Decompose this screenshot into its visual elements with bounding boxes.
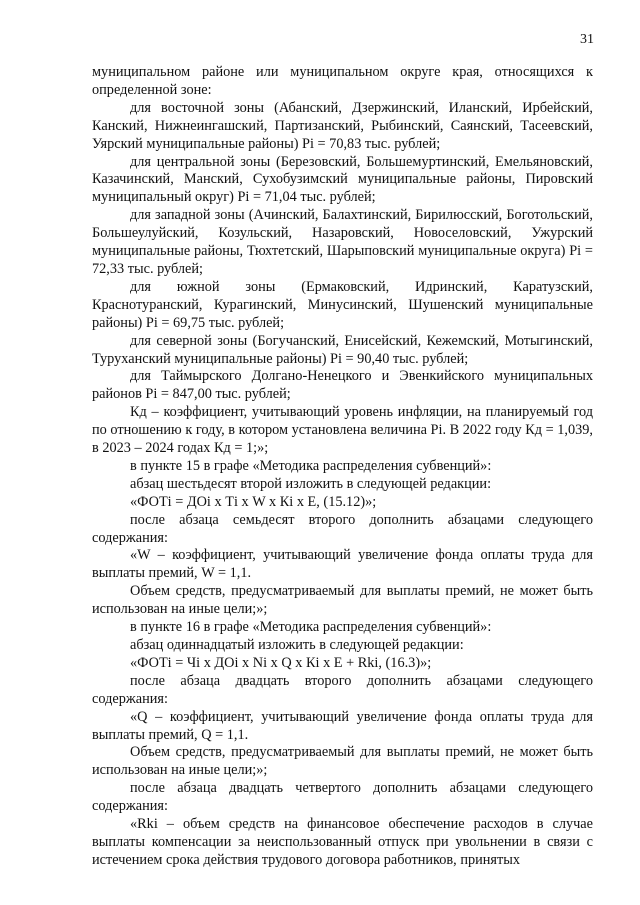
- paragraph: «Rki – объем средств на финансовое обеспечение расходов в случае выплаты компенсации за неиспользованный отпуск при увольнении в связи с истечением срока действия трудового договора работников, принятых: [92, 816, 593, 868]
- paragraph: Кд – коэффициент, учитывающий уровень инфляции, на планируемый год по отношению к году, в котором установлена величина Pi. В 2022 году Кд = 1,039, в 2023 – 2024 годах Кд = 1;»;: [92, 404, 593, 457]
- paragraph: муниципальном районе или муниципальном округе края, относящихся к определенной зоне:: [92, 64, 593, 98]
- document-body: [92, 64, 593, 870]
- paragraph: для восточной зоны (Абанский, Дзержинский, Иланский, Ирбейский, Канский, Нижнеингашский, Партизанский, Рыбинский, Саянский, Тасеевский, Уярский муниципальные районы) Pi = 70,83 тыс. рублей;: [92, 99, 593, 152]
- paragraph: для западной зоны (Ачинский, Балахтинский, Бирилюсский, Боготольский, Большеулуйский, Козульский, Назаровский, Новоселовский, Ужурский муниципальные районы, Тюхтетский, Шарыповский муниципальные округа) Pi = 72,33 тыс. рублей;: [92, 207, 593, 277]
- paragraph: «ФОТi = Чi х ДОi х Ni х Q х Кi х Е + Rki, (16.3)»;: [130, 654, 432, 671]
- paragraph: для Таймырского Долгано-Ненецкого и Эвенкийского муниципальных районов Pi = 847,00 тыс. рублей;: [92, 368, 593, 403]
- paragraph: после абзаца двадцать второго дополнить абзацами следующего содержания:: [92, 672, 593, 707]
- paragraph: после абзаца семьдесят второго дополнить абзацами следующего содержания:: [92, 511, 593, 546]
- paragraph: для центральной зоны (Березовский, Большемуртинский, Емельяновский, Казачинский, Манский, Сухобузимский муниципальные районы, Пировский муниципальный округ) Pi = 71,04 тыс. рублей;: [92, 153, 593, 206]
- paragraph: «Q – коэффициент, учитывающий увеличение фонда оплаты труда для выплаты премий, Q = 1,1.: [92, 708, 593, 743]
- paragraph: «W – коэффициент, учитывающий увеличение фонда оплаты труда для выплаты премий, W = 1,1.: [92, 547, 593, 582]
- paragraph: абзац одиннадцатый изложить в следующей редакции:: [130, 637, 464, 653]
- paragraph: «ФОТi = ДОi х Тi х W х Кi х Е, (15.12)»;: [130, 493, 377, 510]
- paragraph: Объем средств, предусматриваемый для выплаты премий, не может быть использован на иные цели;»;: [92, 583, 593, 618]
- paragraph: для южной зоны (Ермаковский, Идринский, Каратузский, Краснотуранский, Курагинский, Минусинский, Шушенский муниципальные районы) Pi = 69,75 тыс. рублей;: [92, 278, 593, 331]
- paragraph: в пункте 16 в графе «Методика распределения субвенций»:: [130, 619, 492, 636]
- paragraph: для северной зоны (Богучанский, Енисейский, Кежемский, Мотыгинский, Туруханский муниципальные районы) Pi = 90,40 тыс. рублей;: [92, 332, 593, 367]
- paragraph: в пункте 15 в графе «Методика распределения субвенций»:: [130, 457, 492, 474]
- page-number: 31: [580, 32, 594, 47]
- paragraph: Объем средств, предусматриваемый для выплаты премий, не может быть использован на иные цели;»;: [92, 744, 593, 779]
- paragraph: абзац шестьдесят второй изложить в следующей редакции:: [130, 475, 492, 492]
- paragraph: после абзаца двадцать четвертого дополнить абзацами следующего содержания:: [92, 780, 593, 815]
